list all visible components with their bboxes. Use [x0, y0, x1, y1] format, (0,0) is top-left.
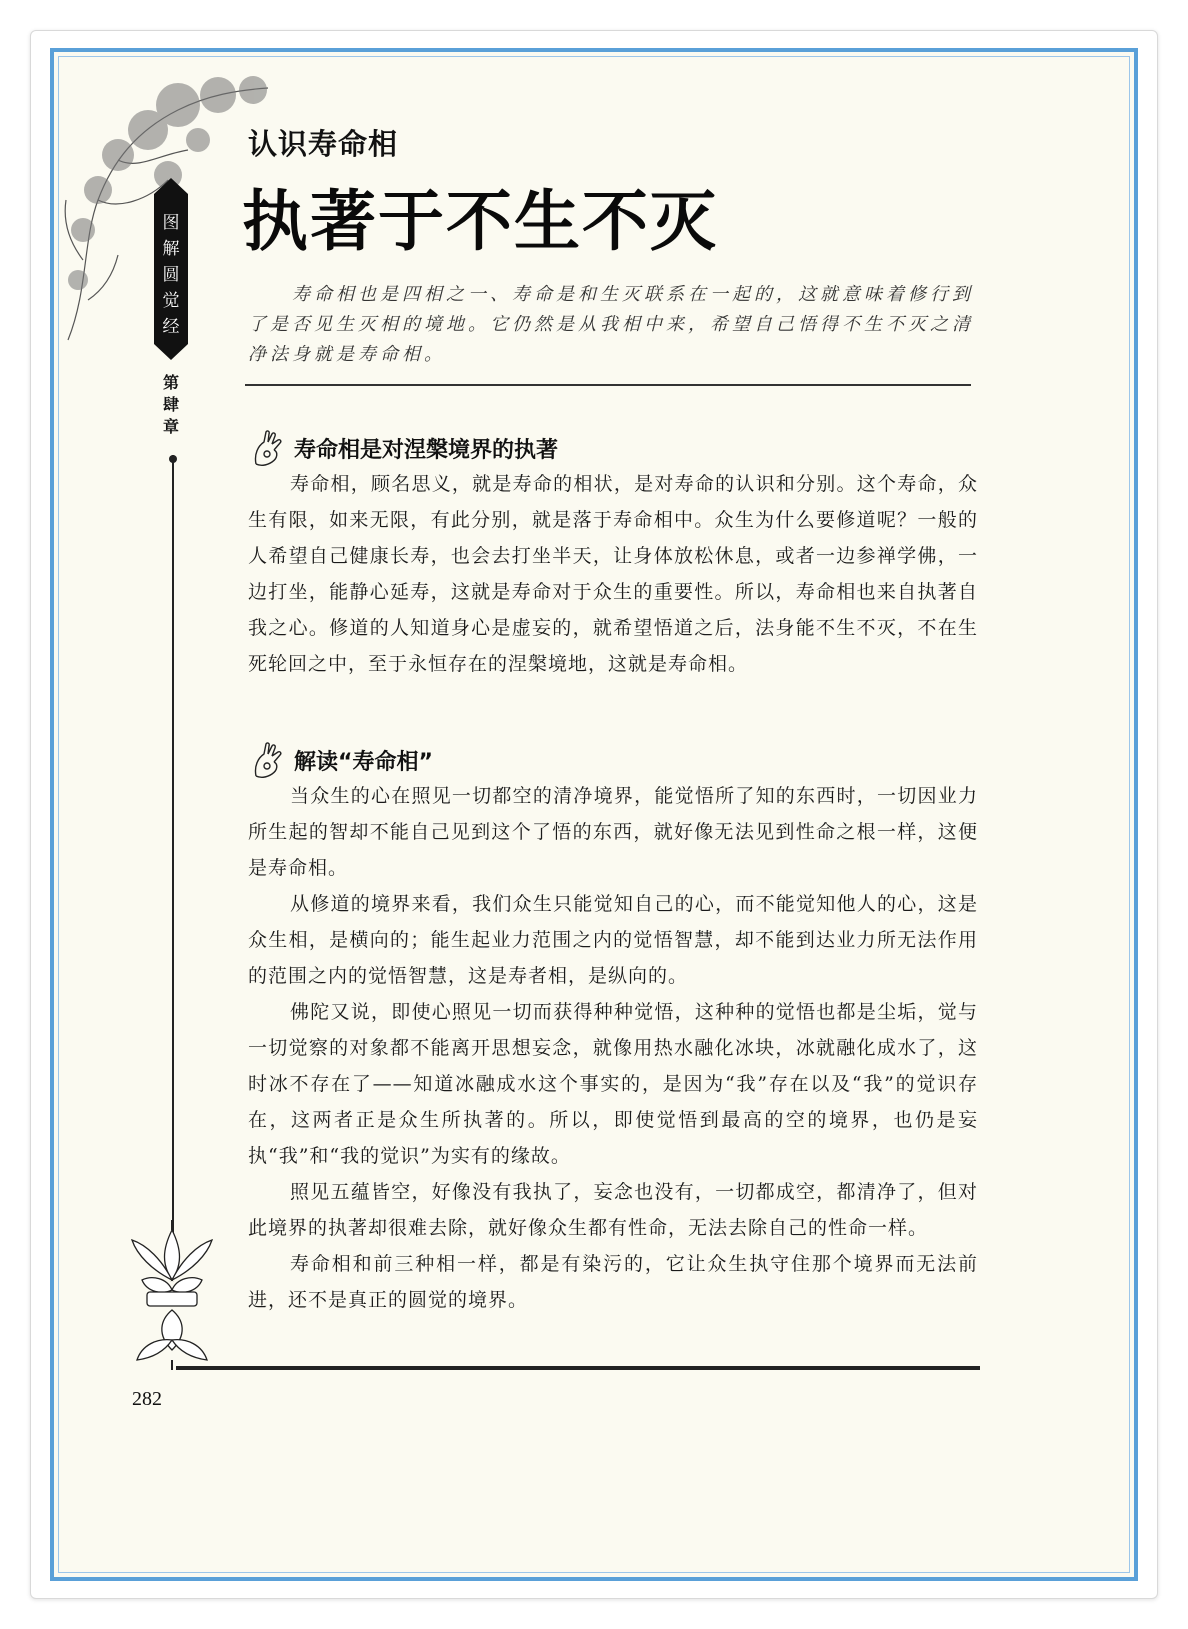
intro-paragraph: 寿命相也是四相之一、寿命是和生灭联系在一起的，这就意味着修行到了是否见生灭相的境地。它仍然是从我相中来，希望自己悟得不生不灭之清净法身就是寿命相。: [248, 284, 974, 365]
section-heading-text: 寿命相是对涅槃境界的执著: [294, 437, 559, 463]
section-heading-text: 解读“寿命相”: [294, 749, 433, 775]
page-title: 执著于不生不灭: [242, 182, 718, 260]
section-body: [248, 466, 978, 682]
chapter-char: 肆: [162, 395, 179, 414]
book-title-vertical: [154, 210, 188, 340]
body-paragraph: 佛陀又说，即使心照见一切而获得种种觉悟，这种种的觉悟也都是尘垢，觉与一切觉察的对象都不能离开思想妄念，就像用热水融化冰块，冰就融化成水了，这时冰不存在了——知道冰融成水这个事实的，是因为“我”存在以及“我”的觉识存在，这两者正是众生所执著的。所以，即使觉悟到最高的空的境界，也仍是妄执“我”和“我的觉识”为实有的缘故。: [248, 1001, 978, 1167]
book-title-char: 解: [162, 239, 180, 259]
book-title-char: 觉: [162, 291, 180, 311]
page-subtitle: 认识寿命相: [248, 127, 399, 161]
side-vertical-line: [172, 455, 174, 1235]
body-paragraph: 当众生的心在照见一切都空的清净境界，能觉悟所了知的东西时，一切因业力所生起的智却不能自己见到这个了悟的东西，就好像无法见到性命之根一样，这便是寿命相。: [248, 785, 978, 879]
body-paragraph: 寿命相，顾名思义，就是寿命的相状，是对寿命的认识和分别。这个寿命，众生有限，如来无限，有此分别，就是落于寿命相中。众生为什么要修道呢？一般的人希望自己健康长寿，也会去打坐半天，让身体放松休息，或者一边参禅学佛，一边打坐，能静心延寿，这就是寿命对于众生的重要性。所以，寿命相也来自执著自我之心。修道的人知道身心是虚妄的，就希望悟道之后，法身能不生不灭，不在生死轮回之中，至于永恒存在的涅槃境地，这就是寿命相。: [248, 473, 978, 675]
intro-divider: [245, 384, 971, 386]
section-heading: [248, 740, 433, 780]
hand-mudra-icon: [248, 740, 288, 780]
lotus-ornament: [122, 1220, 222, 1370]
page-number: 282: [132, 1388, 162, 1410]
book-title-char: 圆: [162, 265, 180, 285]
chapter-char: 章: [162, 417, 179, 436]
hand-mudra-icon: [248, 428, 288, 468]
body-paragraph: 照见五蕴皆空，好像没有我执了，妄念也没有，一切都成空，都清净了，但对此境界的执著却很难去除，就好像众生都有性命，无法去除自己的性命一样。: [248, 1181, 978, 1239]
book-title-char: 图: [162, 213, 180, 233]
footer-rule: [176, 1366, 980, 1370]
body-paragraph: 寿命相和前三种相一样，都是有染污的，它让众生执守住那个境界而无法前进，还不是真正的圆觉的境界。: [248, 1253, 978, 1311]
section-body: [248, 778, 978, 1318]
body-paragraph: 从修道的境界来看，我们众生只能觉知自己的心，而不能觉知他人的心，这是众生相，是横向的；能生起业力范围之内的觉悟智慧，却不能到达业力所无法作用的范围之内的觉悟智慧，这是寿者相，是纵向的。: [248, 893, 978, 987]
book-title-char: 经: [162, 317, 180, 337]
chapter-label-vertical: [154, 372, 188, 438]
chapter-char: 第: [162, 373, 179, 392]
section-heading: [248, 428, 558, 468]
